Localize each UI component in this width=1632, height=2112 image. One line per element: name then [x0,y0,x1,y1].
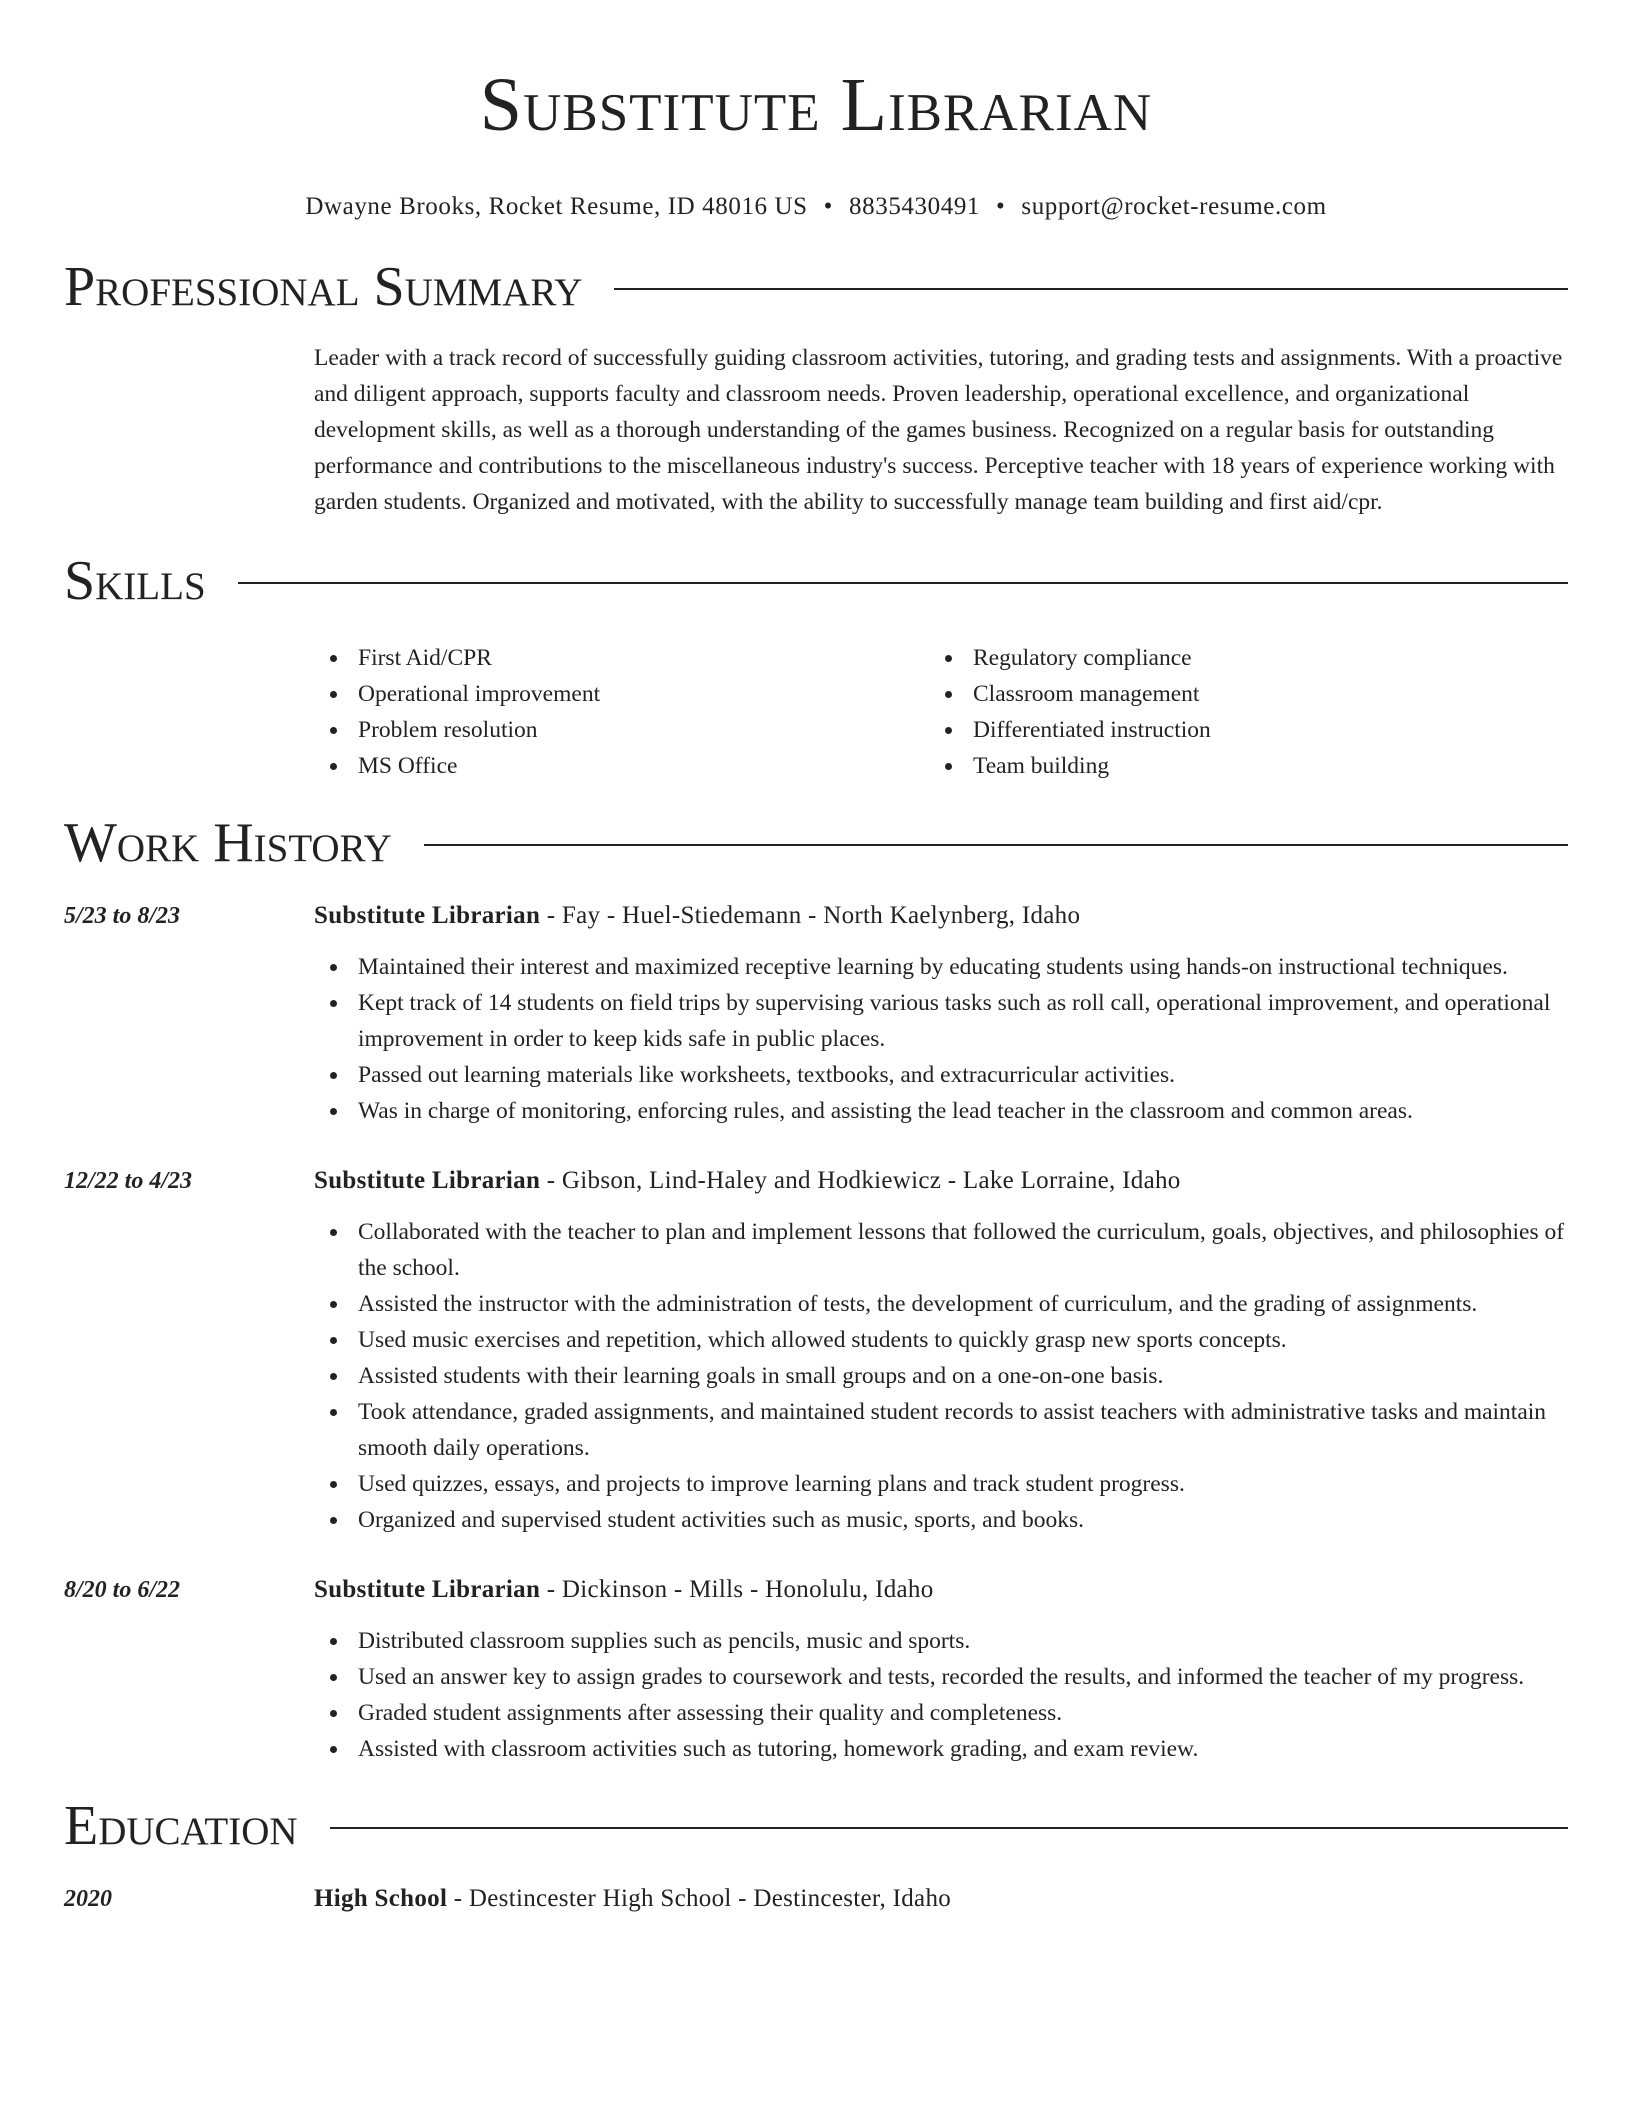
education-section-header [64,1793,1568,1859]
work-heading: Work History [64,812,392,874]
job-entry [64,898,1568,1129]
summary-heading: Professional Summary [64,256,583,318]
job-title-line [314,1163,1568,1199]
skills-column-right [929,640,1544,784]
job-bullets [314,1623,1568,1767]
skill-item: Operational improvement [314,676,929,712]
skill-item: MS Office [314,748,929,784]
summary-section-header [64,254,1568,320]
job-bullet: Used quizzes, essays, and projects to improve learning plans and track student progress. [314,1466,1568,1502]
job-bullet: Used music exercises and repetition, which allowed students to quickly grasp new sports concepts. [314,1322,1568,1358]
job-bullet: Graded student assignments after assessing their quality and completeness. [314,1695,1568,1731]
skills-list [314,640,1568,784]
job-bullets [314,1214,1568,1538]
job-bullet: Took attendance, graded assignments, and maintained student records to assist teachers with administrative tasks and maintain smooth daily operations. [314,1394,1568,1466]
contact-phone: 8835430491 [849,193,981,220]
job-bullet: Maintained their interest and maximized receptive learning by educating students using hands-on instructional techniques. [314,949,1568,985]
summary-text: Leader with a track record of successfully guiding classroom activities, tutoring, and grading tests and assignments. With a proactive and diligent approach, supports faculty and classroom needs. Proven leadership, operational excellence, and organizational development skills, as well as a thorough understanding of the games business. Recognized on a regular basis for outstanding performance and contributions to the miscellaneous industry's success. Perceptive teacher with 18 years of experience working with garden students. Organized and motivated, with the ability to successfully manage team building and first aid/cpr. [314,345,1563,515]
job-body [314,1163,1568,1538]
education-title-line [314,1881,1568,1917]
skill-item: Differentiated instruction [929,712,1544,748]
job-bullet: Collaborated with the teacher to plan and implement lessons that followed the curriculum, goals, objectives, and philosophies of the school. [314,1214,1568,1286]
job-body [314,1572,1568,1767]
education-entry [64,1881,1568,1917]
job-bullet: Used an answer key to assign grades to coursework and tests, recorded the results, and informed the teacher of my progress. [314,1659,1568,1695]
contact-address: Dwayne Brooks, Rocket Resume, ID 48016 US [305,193,808,220]
job-employer: - Gibson, Lind-Haley and Hodkiewicz - Lake Lorraine, Idaho [540,1167,1181,1194]
job-bullet: Was in charge of monitoring, enforcing rules, and assisting the lead teacher in the classroom and common areas. [314,1093,1568,1129]
skill-item: Regulatory compliance [929,640,1544,676]
contact-separator: • [996,193,1006,220]
job-bullet: Passed out learning materials like worksheets, textbooks, and extracurricular activities. [314,1057,1568,1093]
resume-title: Substitute Librarian [479,63,1153,147]
job-entry [64,1572,1568,1767]
section-divider [614,288,1568,290]
education-degree: High School [314,1885,448,1912]
job-bullet: Assisted the instructor with the administration of tests, the development of curriculum, and the grading of assignments. [314,1286,1568,1322]
skills-section-header [64,548,1568,614]
work-section-header [64,810,1568,876]
job-title-line [314,1572,1568,1608]
job-role: Substitute Librarian [314,902,541,929]
job-bullet: Organized and supervised student activities such as music, sports, and books. [314,1502,1568,1538]
skill-item: Team building [929,748,1544,784]
job-bullet: Assisted students with their learning goals in small groups and on a one-on-one basis. [314,1358,1568,1394]
contact-email: support@rocket-resume.com [1021,193,1327,220]
job-employer: - Fay - Huel-Stiedemann - North Kaelynberg, Idaho [540,902,1081,929]
contact-line [64,190,1568,224]
job-bullets [314,949,1568,1129]
job-title-line [314,898,1568,934]
contact-separator: • [823,193,834,220]
section-divider [330,1827,1568,1829]
skill-item: Classroom management [929,676,1544,712]
job-dates: 5/23 to 8/23 [64,903,181,929]
job-bullet: Kept track of 14 students on field trips by supervising various tasks such as roll call, operational improvement, and operational improvement in order to keep kids safe in public places. [314,985,1568,1057]
skill-item: Problem resolution [314,712,929,748]
education-heading: Education [64,1795,298,1857]
education-school: - Destincester High School - Destincester, Idaho [447,1885,952,1912]
job-employer: - Dickinson - Mills - Honolulu, Idaho [540,1576,934,1603]
job-dates: 8/20 to 6/22 [64,1577,181,1603]
skill-item: First Aid/CPR [314,640,929,676]
section-divider [238,582,1568,584]
skills-column-left [314,640,929,784]
job-bullet: Assisted with classroom activities such as tutoring, homework grading, and exam review. [314,1731,1568,1767]
job-role: Substitute Librarian [314,1576,541,1603]
job-dates: 12/22 to 4/23 [64,1168,193,1194]
job-role: Substitute Librarian [314,1167,541,1194]
section-divider [424,844,1568,846]
job-bullet: Distributed classroom supplies such as pencils, music and sports. [314,1623,1568,1659]
skills-heading: Skills [64,550,206,612]
education-body [314,1881,1568,1917]
education-year: 2020 [64,1886,112,1912]
job-entry [64,1163,1568,1538]
job-body [314,898,1568,1129]
